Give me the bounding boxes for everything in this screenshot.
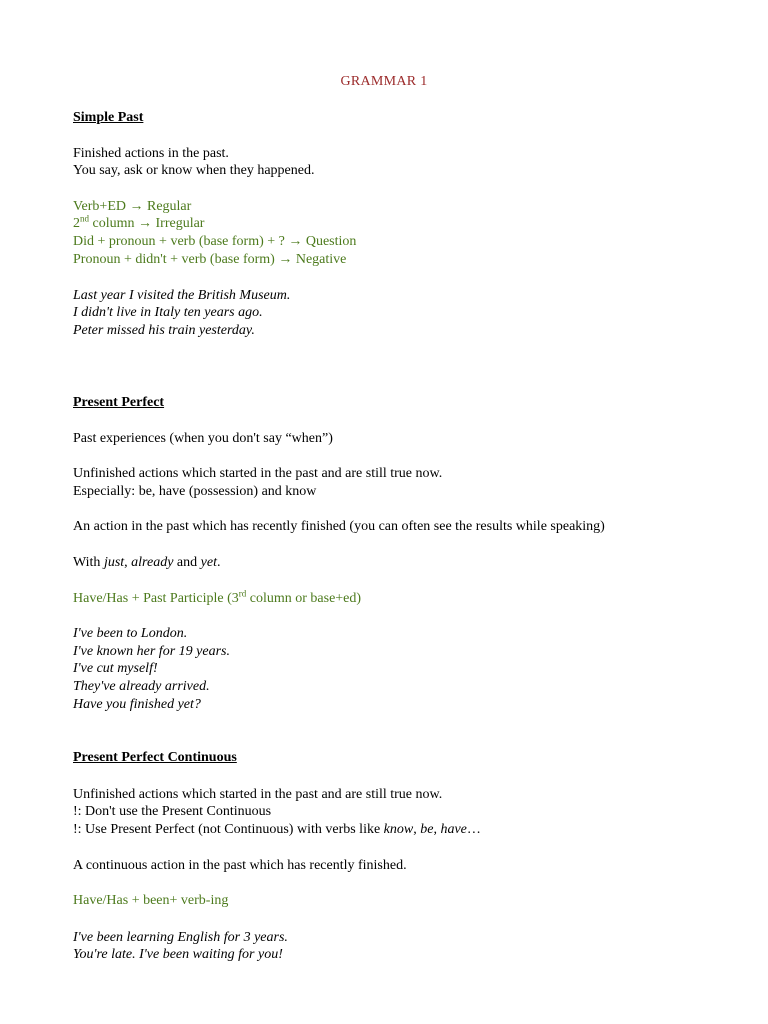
page-title: GRAMMAR 1 (340, 74, 428, 89)
rule-2-text: column → Irregular (89, 216, 205, 231)
note-2-sep-2: , (433, 822, 441, 837)
present-perfect-example-5: Have you finished yet? (73, 697, 201, 712)
pp-rule-text: Have/Has + Past Participle (3 (73, 591, 239, 606)
section-heading-present-perfect-continuous: Present Perfect Continuous (73, 750, 237, 765)
ppc-desc-2: A continuous action in the past which has recently finished. (73, 858, 407, 873)
rule-2-ordinal: 2 (73, 216, 80, 231)
simple-past-rule-1: Verb+ED → Regular (73, 199, 192, 214)
note-2-ellipsis: … (466, 822, 481, 837)
simple-past-rule-2 (73, 215, 204, 233)
present-perfect-desc-1: Past experiences (when you don't say “when”) (73, 431, 333, 446)
with-yet: yet (200, 555, 217, 570)
simple-past-desc-1: Finished actions in the past. (73, 146, 229, 161)
ppc-note-1: !: Don't use the Present Continuous (73, 804, 272, 819)
present-perfect-rule (73, 590, 361, 608)
simple-past-rule-4: Pronoun + didn't + verb (base form) → Negative (73, 252, 347, 267)
simple-past-desc-2: You say, ask or know when they happened. (73, 163, 315, 178)
note-2-have: have (440, 822, 467, 837)
with-end: . (216, 555, 221, 570)
present-perfect-desc-2: Unfinished actions which started in the past and are still true now. (73, 466, 443, 481)
pp-rule-text-end: column or base+ed) (246, 591, 362, 606)
ppc-example-1: I've been learning English for 3 years. (73, 930, 288, 945)
ppc-rule: Have/Has + been+ verb-ing (73, 893, 229, 908)
with-already: already (131, 555, 174, 570)
present-perfect-example-2: I've known her for 19 years. (73, 644, 230, 659)
note-2-text: !: Use Present Perfect (not Continuous) with verbs like (73, 822, 384, 837)
with-sep: , (124, 555, 132, 570)
simple-past-rule-3: Did + pronoun + verb (base form) + ? → Question (73, 234, 357, 249)
present-perfect-example-1: I've been to London. (73, 626, 188, 641)
with-and: and (173, 555, 201, 570)
ppc-desc-1: Unfinished actions which started in the past and are still true now. (73, 787, 443, 802)
simple-past-example-1: Last year I visited the British Museum. (73, 288, 291, 303)
present-perfect-example-3: I've cut myself! (73, 661, 158, 676)
note-2-know: know (383, 822, 414, 837)
with-text: With (73, 555, 104, 570)
simple-past-example-2: I didn't live in Italy ten years ago. (73, 305, 263, 320)
rule-2-superscript: nd (80, 213, 89, 224)
simple-past-example-3: Peter missed his train yesterday. (73, 323, 255, 338)
pp-rule-superscript: rd (238, 588, 247, 599)
present-perfect-example-4: They've already arrived. (73, 679, 210, 694)
present-perfect-desc-3: Especially: be, have (possession) and know (73, 484, 317, 499)
ppc-example-2: You're late. I've been waiting for you! (73, 947, 283, 962)
note-2-be: be (420, 822, 434, 837)
section-heading-simple-past: Simple Past (73, 110, 144, 125)
section-heading-present-perfect: Present Perfect (73, 395, 165, 410)
present-perfect-desc-4: An action in the past which has recently finished (you can often see the results while speaking) (73, 519, 605, 534)
note-2-sep: , (413, 822, 421, 837)
ppc-note-2 (73, 821, 481, 839)
with-just: just (103, 555, 125, 570)
present-perfect-with (73, 554, 220, 572)
